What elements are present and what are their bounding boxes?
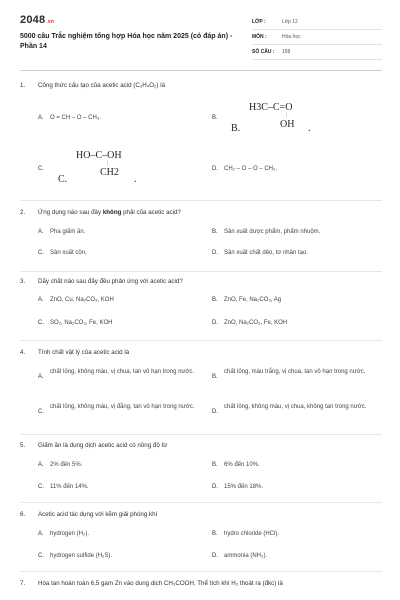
formula-tail: . xyxy=(308,123,311,134)
option-letter: C. xyxy=(38,484,44,490)
option-letter: A. xyxy=(38,531,44,537)
option-c[interactable] xyxy=(38,320,112,326)
option-a[interactable] xyxy=(38,115,101,121)
option-letter: B. xyxy=(212,297,218,303)
question-divider xyxy=(20,502,382,503)
option-a[interactable] xyxy=(38,531,89,537)
option-c[interactable] xyxy=(38,150,158,188)
question-5 xyxy=(20,442,382,502)
formula-bottom: OH xyxy=(280,119,295,130)
formula-bottom: CH2 xyxy=(100,167,119,178)
option-text: chất lỏng, không màu, vị chua, không tan trong nước. xyxy=(224,404,367,410)
site-logo[interactable] xyxy=(20,14,54,26)
option-text: Pha giấm ăn. xyxy=(50,229,86,235)
option-d[interactable] xyxy=(212,320,287,326)
question-text: Giấm ăn là dung dịch acetic acid có nồng độ từ xyxy=(38,442,168,449)
meta-table xyxy=(252,15,382,60)
option-text: hydro chloride (HCl). xyxy=(224,531,280,537)
question-number: 3. xyxy=(20,278,26,285)
option-letter: C. xyxy=(38,320,44,326)
option-a[interactable] xyxy=(38,462,82,468)
logo-text: 2048 xyxy=(20,14,46,26)
option-a[interactable] xyxy=(38,367,208,389)
bond-line: | xyxy=(107,161,109,166)
option-letter: D. xyxy=(212,250,218,256)
question-text-emphasis: không xyxy=(102,209,122,216)
question-number: 1. xyxy=(20,82,26,89)
option-d[interactable] xyxy=(212,166,277,172)
option-text: 2% đến 5%. xyxy=(50,462,83,468)
option-b[interactable] xyxy=(212,462,260,468)
question-number: 6. xyxy=(20,511,26,518)
meta-row-class xyxy=(252,15,382,30)
option-text: CH₂ – O – O – CH₂. xyxy=(224,166,278,172)
option-text: Sản xuất cồn. xyxy=(50,250,87,256)
option-d[interactable] xyxy=(212,553,267,559)
option-text: O = CH – O – CH₃. xyxy=(50,115,101,121)
option-letter: C. xyxy=(38,166,44,172)
meta-value: 158 xyxy=(282,49,291,55)
option-letter: C. xyxy=(38,553,44,559)
question-text-before: Ứng dụng nào sau đây xyxy=(38,209,103,216)
question-text xyxy=(38,209,181,216)
question-number: 5. xyxy=(20,442,26,449)
question-divider xyxy=(20,340,382,341)
question-divider xyxy=(20,571,382,572)
question-number: 7. xyxy=(20,580,26,587)
meta-key: LỚP : xyxy=(252,19,266,25)
option-letter: A. xyxy=(38,297,44,303)
option-c[interactable] xyxy=(38,250,87,256)
option-letter: D. xyxy=(212,166,218,172)
option-letter: D. xyxy=(212,484,218,490)
question-number: 4. xyxy=(20,349,26,356)
formula-label: B. xyxy=(231,123,241,134)
option-d[interactable] xyxy=(212,250,308,256)
option-d[interactable] xyxy=(212,484,263,490)
option-c[interactable] xyxy=(38,553,112,559)
header-divider xyxy=(20,70,382,71)
question-4 xyxy=(20,349,382,434)
meta-value: Lớp 12 xyxy=(282,19,298,25)
meta-row-subject xyxy=(252,30,382,45)
option-letter: C. xyxy=(38,250,44,256)
option-text: SO₂, Na₂CO₃, Fe, KOH xyxy=(50,320,113,326)
option-letter: B. xyxy=(212,374,218,380)
option-letter: C. xyxy=(38,409,44,415)
option-b[interactable] xyxy=(212,367,382,389)
option-text: Sản xuất chất dẻo, tơ nhân tạo. xyxy=(224,250,308,256)
question-1 xyxy=(20,82,382,192)
logo-suffix: .vn xyxy=(46,19,55,25)
question-2 xyxy=(20,209,382,269)
option-a[interactable] xyxy=(38,229,85,235)
question-7 xyxy=(20,580,382,594)
option-letter: D. xyxy=(212,553,218,559)
question-divider xyxy=(20,271,382,272)
option-b[interactable] xyxy=(212,102,332,136)
option-c[interactable] xyxy=(38,484,89,490)
formula-label: C. xyxy=(58,174,68,185)
question-6 xyxy=(20,511,382,571)
option-d[interactable] xyxy=(212,402,382,424)
question-3 xyxy=(20,278,382,338)
option-letter: A. xyxy=(38,115,44,121)
option-c[interactable] xyxy=(38,402,208,424)
option-b[interactable] xyxy=(212,297,281,303)
question-divider xyxy=(20,434,382,435)
option-b[interactable] xyxy=(212,531,279,537)
option-text: ZnO, Na₂CO₃, Fe, KOH xyxy=(224,320,288,326)
option-letter: A. xyxy=(38,229,44,235)
option-letter: B. xyxy=(212,531,218,537)
option-text: 6% đến 10%. xyxy=(224,462,260,468)
option-text: ZnO, Fe, Na₂CO₃, Ag xyxy=(224,297,282,303)
option-text: 15% đến 18%. xyxy=(224,484,264,490)
question-number: 2. xyxy=(20,209,26,216)
question-text: Công thức cấu tạo của acetic acid (C₂H₄O₂) là xyxy=(38,82,166,89)
meta-key: SỐ CÂU : xyxy=(252,49,275,55)
question-text-after: phải của acetic acid? xyxy=(121,209,181,216)
meta-key: MÔN : xyxy=(252,34,267,40)
bond-line: | xyxy=(286,113,288,118)
option-letter: A. xyxy=(38,462,44,468)
option-letter: B. xyxy=(212,115,218,121)
formula-top: H3C–C=O xyxy=(249,102,293,113)
option-letter: B. xyxy=(212,462,218,468)
question-divider xyxy=(20,200,382,201)
document-title: 5000 câu Trắc nghiệm tổng hợp Hóa học năm 2025 (có đáp án) - Phần 14 xyxy=(20,33,233,50)
question-text: Hòa tan hoàn toàn 6,5 gam Zn vào dung dịch CH₃COOH. Thể tích khí H₂ thoát ra (đkc) là xyxy=(38,580,283,587)
formula-top: HO–C–OH xyxy=(76,150,122,161)
option-letter: A. xyxy=(38,374,44,380)
question-text: Tính chất vật lý của acetic acid là xyxy=(38,349,130,356)
option-text: chất lỏng, không màu, vị đắng, tan vô hạn trong nước. xyxy=(50,404,195,410)
option-text: 11% đến 14%. xyxy=(50,484,89,490)
formula-tail: . xyxy=(134,174,137,185)
option-letter: D. xyxy=(212,409,218,415)
meta-row-count xyxy=(252,45,382,60)
option-text: hydrogen (H₂). xyxy=(50,531,90,537)
question-text: Acetic acid tác dụng với kẽm giải phóng khí xyxy=(38,511,158,518)
option-text: ammonia (NH₃). xyxy=(224,553,268,559)
option-b[interactable] xyxy=(212,229,320,235)
option-text: chất lỏng, không màu, vị chua, tan vô hạn trong nước. xyxy=(50,369,195,375)
option-letter: B. xyxy=(212,229,218,235)
option-text: chất lỏng, màu trắng, vị chua, tan vô hạn trong nước. xyxy=(224,369,366,375)
option-letter: D. xyxy=(212,320,218,326)
question-text: Dãy chất nào sau đây đều phản ứng với acetic acid? xyxy=(38,278,183,285)
option-text: Sản xuất dược phẩm, phẩm nhuộm. xyxy=(224,229,321,235)
option-text: hydrogen sulfide (H₂S). xyxy=(50,553,113,559)
meta-value: Hóa học xyxy=(282,34,301,40)
option-a[interactable] xyxy=(38,297,114,303)
option-text: ZnO, Cu, Na₂CO₃, KOH xyxy=(50,297,114,303)
